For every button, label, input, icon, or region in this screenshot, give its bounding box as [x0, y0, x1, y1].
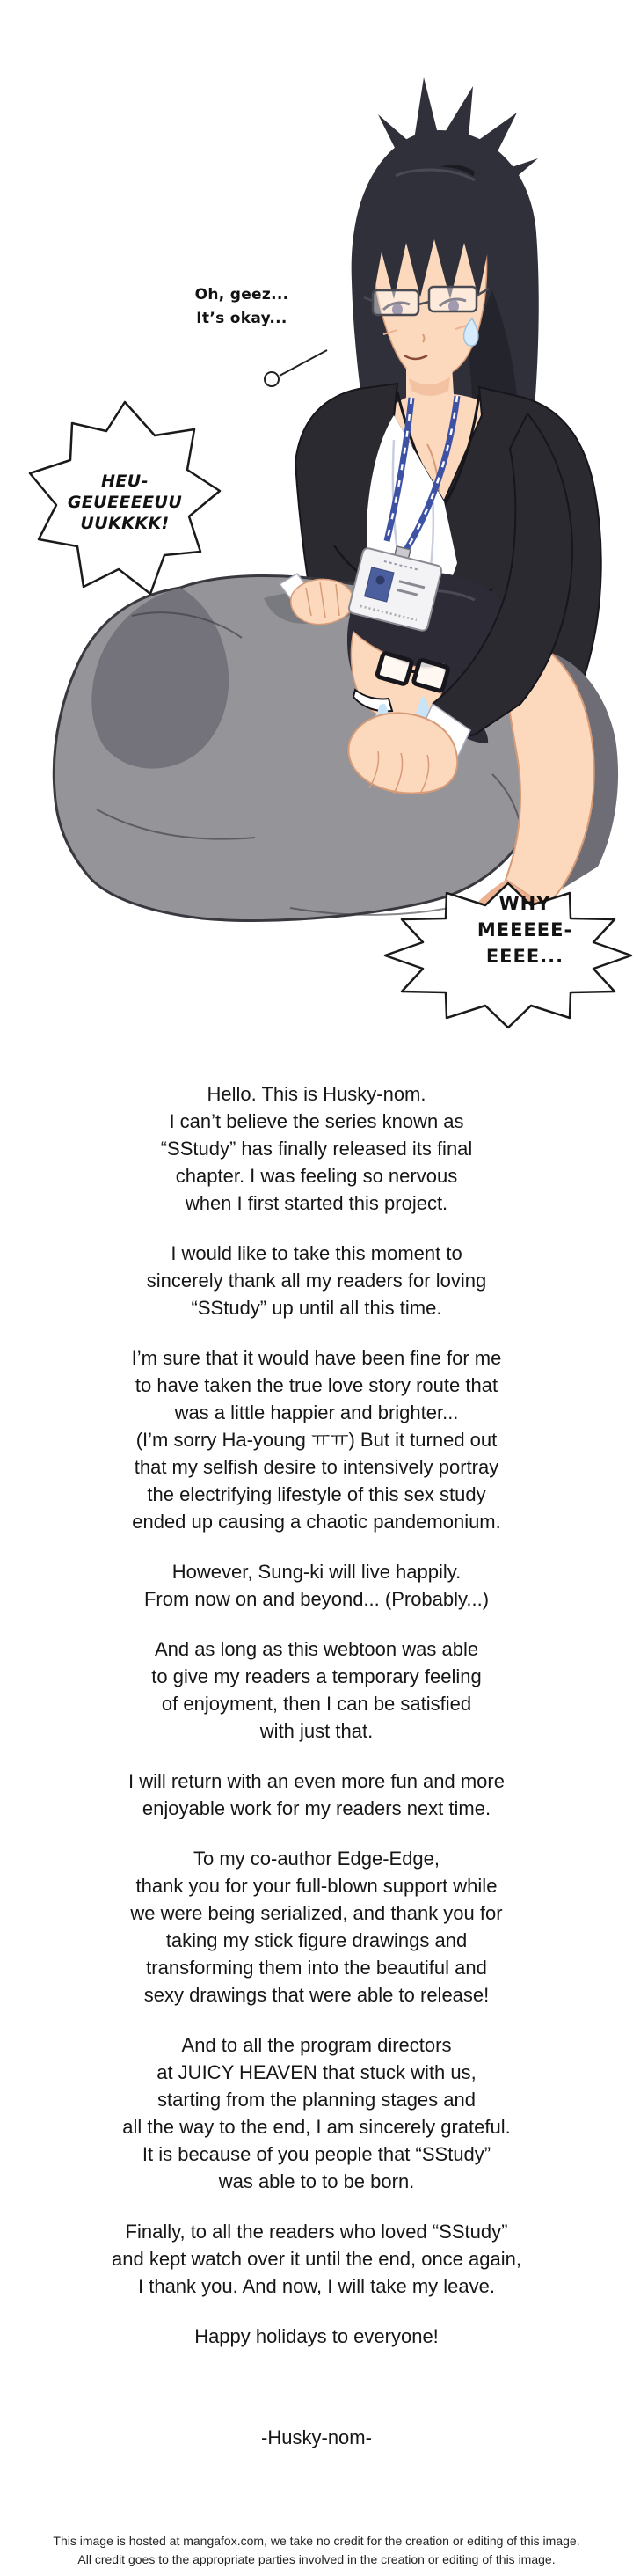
letter-paragraph: [0, 1558, 633, 1613]
letter-line: when I first started this project.: [185, 1192, 448, 1214]
letter-line: To my co-author Edge-Edge,: [193, 1848, 440, 1870]
author-signature: -Husky-nom-: [261, 2426, 372, 2448]
letter-line: Happy holidays to everyone!: [194, 2325, 439, 2347]
thought-connector: [265, 350, 327, 386]
letter-line: the electrifying lifestyle of this sex study: [147, 1483, 486, 1505]
letter-paragraph: [0, 1344, 633, 1535]
letter-line: at JUICY HEAVEN that stuck with us,: [156, 2061, 477, 2083]
letter-line: that my selfish desire to intensively portray: [134, 1456, 499, 1478]
burst-line: HEU-: [101, 472, 149, 491]
letter-paragraph: [0, 2218, 633, 2300]
burst-line: EEEE...: [485, 946, 564, 967]
letter-line: and kept watch over it until the end, once again,: [112, 2248, 521, 2270]
letter-paragraph: [0, 1240, 633, 1321]
letter-line: I’m sure that it would have been fine for me: [131, 1347, 502, 1369]
letter-line: was a little happier and brighter...: [174, 1401, 459, 1423]
letter-line: of enjoyment, then I can be satisfied: [161, 1693, 472, 1715]
letter-line: Hello. This is Husky-nom.: [207, 1083, 426, 1105]
letter-line: to give my readers a temporary feeling: [151, 1665, 482, 1687]
letter-line: And as long as this webtoon was able: [154, 1638, 479, 1660]
letter-line: And to all the program directors: [181, 2034, 452, 2056]
letter-line: chapter. I was feeling so nervous: [175, 1165, 458, 1187]
letter-line: I will return with an even more fun and more: [128, 1770, 505, 1792]
letter-line: sexy drawings that were able to release!: [143, 1984, 490, 2006]
letter-line: with just that.: [259, 1720, 374, 1742]
letter-line: Finally, to all the readers who loved “SStudy”: [125, 2221, 508, 2243]
aside-dialogue: [167, 283, 316, 331]
aside-line: It’s okay...: [196, 310, 287, 327]
letter-line: thank you for your full-blown support while: [135, 1875, 498, 1897]
disclaimer-line: This image is hosted at mangafox.com, we take no credit for the creation or editing of this image.: [53, 2534, 580, 2548]
hosting-disclaimer: [0, 2532, 633, 2569]
letter-line: I thank you. And now, I will take my leave.: [138, 2275, 495, 2297]
letter-paragraph: [0, 1845, 633, 2009]
speech-burst-why: [433, 890, 617, 970]
letter-line: was able to to be born.: [218, 2170, 415, 2192]
letter-paragraph: [0, 1767, 633, 1822]
aside-line: Oh, geez...: [194, 286, 289, 304]
burst-line: UUKKKK!: [80, 514, 170, 533]
letter-line: sincerely thank all my readers for loving: [146, 1270, 487, 1292]
letter-paragraph: [0, 2323, 633, 2350]
letter-line: From now on and beyond... (Probably...): [143, 1588, 490, 1610]
blanket-hood-fold: [91, 588, 229, 769]
letter-paragraph: [0, 2031, 633, 2195]
speech-burst-sob: [46, 471, 204, 534]
letter-line: transforming them into the beautiful and: [146, 1957, 487, 1979]
illustration-area: [0, 0, 633, 1047]
letter-line: all the way to the end, I am sincerely grateful.: [122, 2116, 511, 2138]
letter-line: taking my stick figure drawings and: [165, 1929, 468, 1951]
letter-line: enjoyable work for my readers next time.: [142, 1797, 491, 1819]
letter-line: However, Sung-ki will live happily.: [171, 1561, 462, 1583]
burst-line: GEUEEEEUU: [67, 493, 183, 512]
letter-paragraph: [0, 1636, 633, 1745]
letter-line: (I’m sorry Ha-young ㅠㅠ) But it turned out: [135, 1429, 498, 1451]
burst-line: MEEEEE-: [477, 919, 573, 940]
letter-line: It is because of you people that “SStudy”: [142, 2143, 491, 2165]
author-afterword: [0, 1080, 633, 2373]
letter-line: I would like to take this moment to: [171, 1242, 462, 1264]
letter-line: “SStudy” up until all this time.: [191, 1297, 442, 1319]
letter-line: to have taken the true love story route that: [135, 1374, 498, 1396]
letter-line: ended up causing a chaotic pandemonium.: [132, 1511, 501, 1533]
disclaimer-line: All credit goes to the appropriate parties involved in the creation or editing of this image.: [77, 2552, 556, 2566]
letter-line: we were being serialized, and thank you for: [130, 1902, 503, 1924]
letter-line: starting from the planning stages and: [156, 2089, 476, 2111]
burst-line: WHY: [498, 893, 551, 914]
letter-paragraph: [0, 1080, 633, 1217]
letter-line: “SStudy” has finally released its final: [160, 1138, 473, 1160]
letter-line: I can’t believe the series known as: [169, 1110, 464, 1132]
